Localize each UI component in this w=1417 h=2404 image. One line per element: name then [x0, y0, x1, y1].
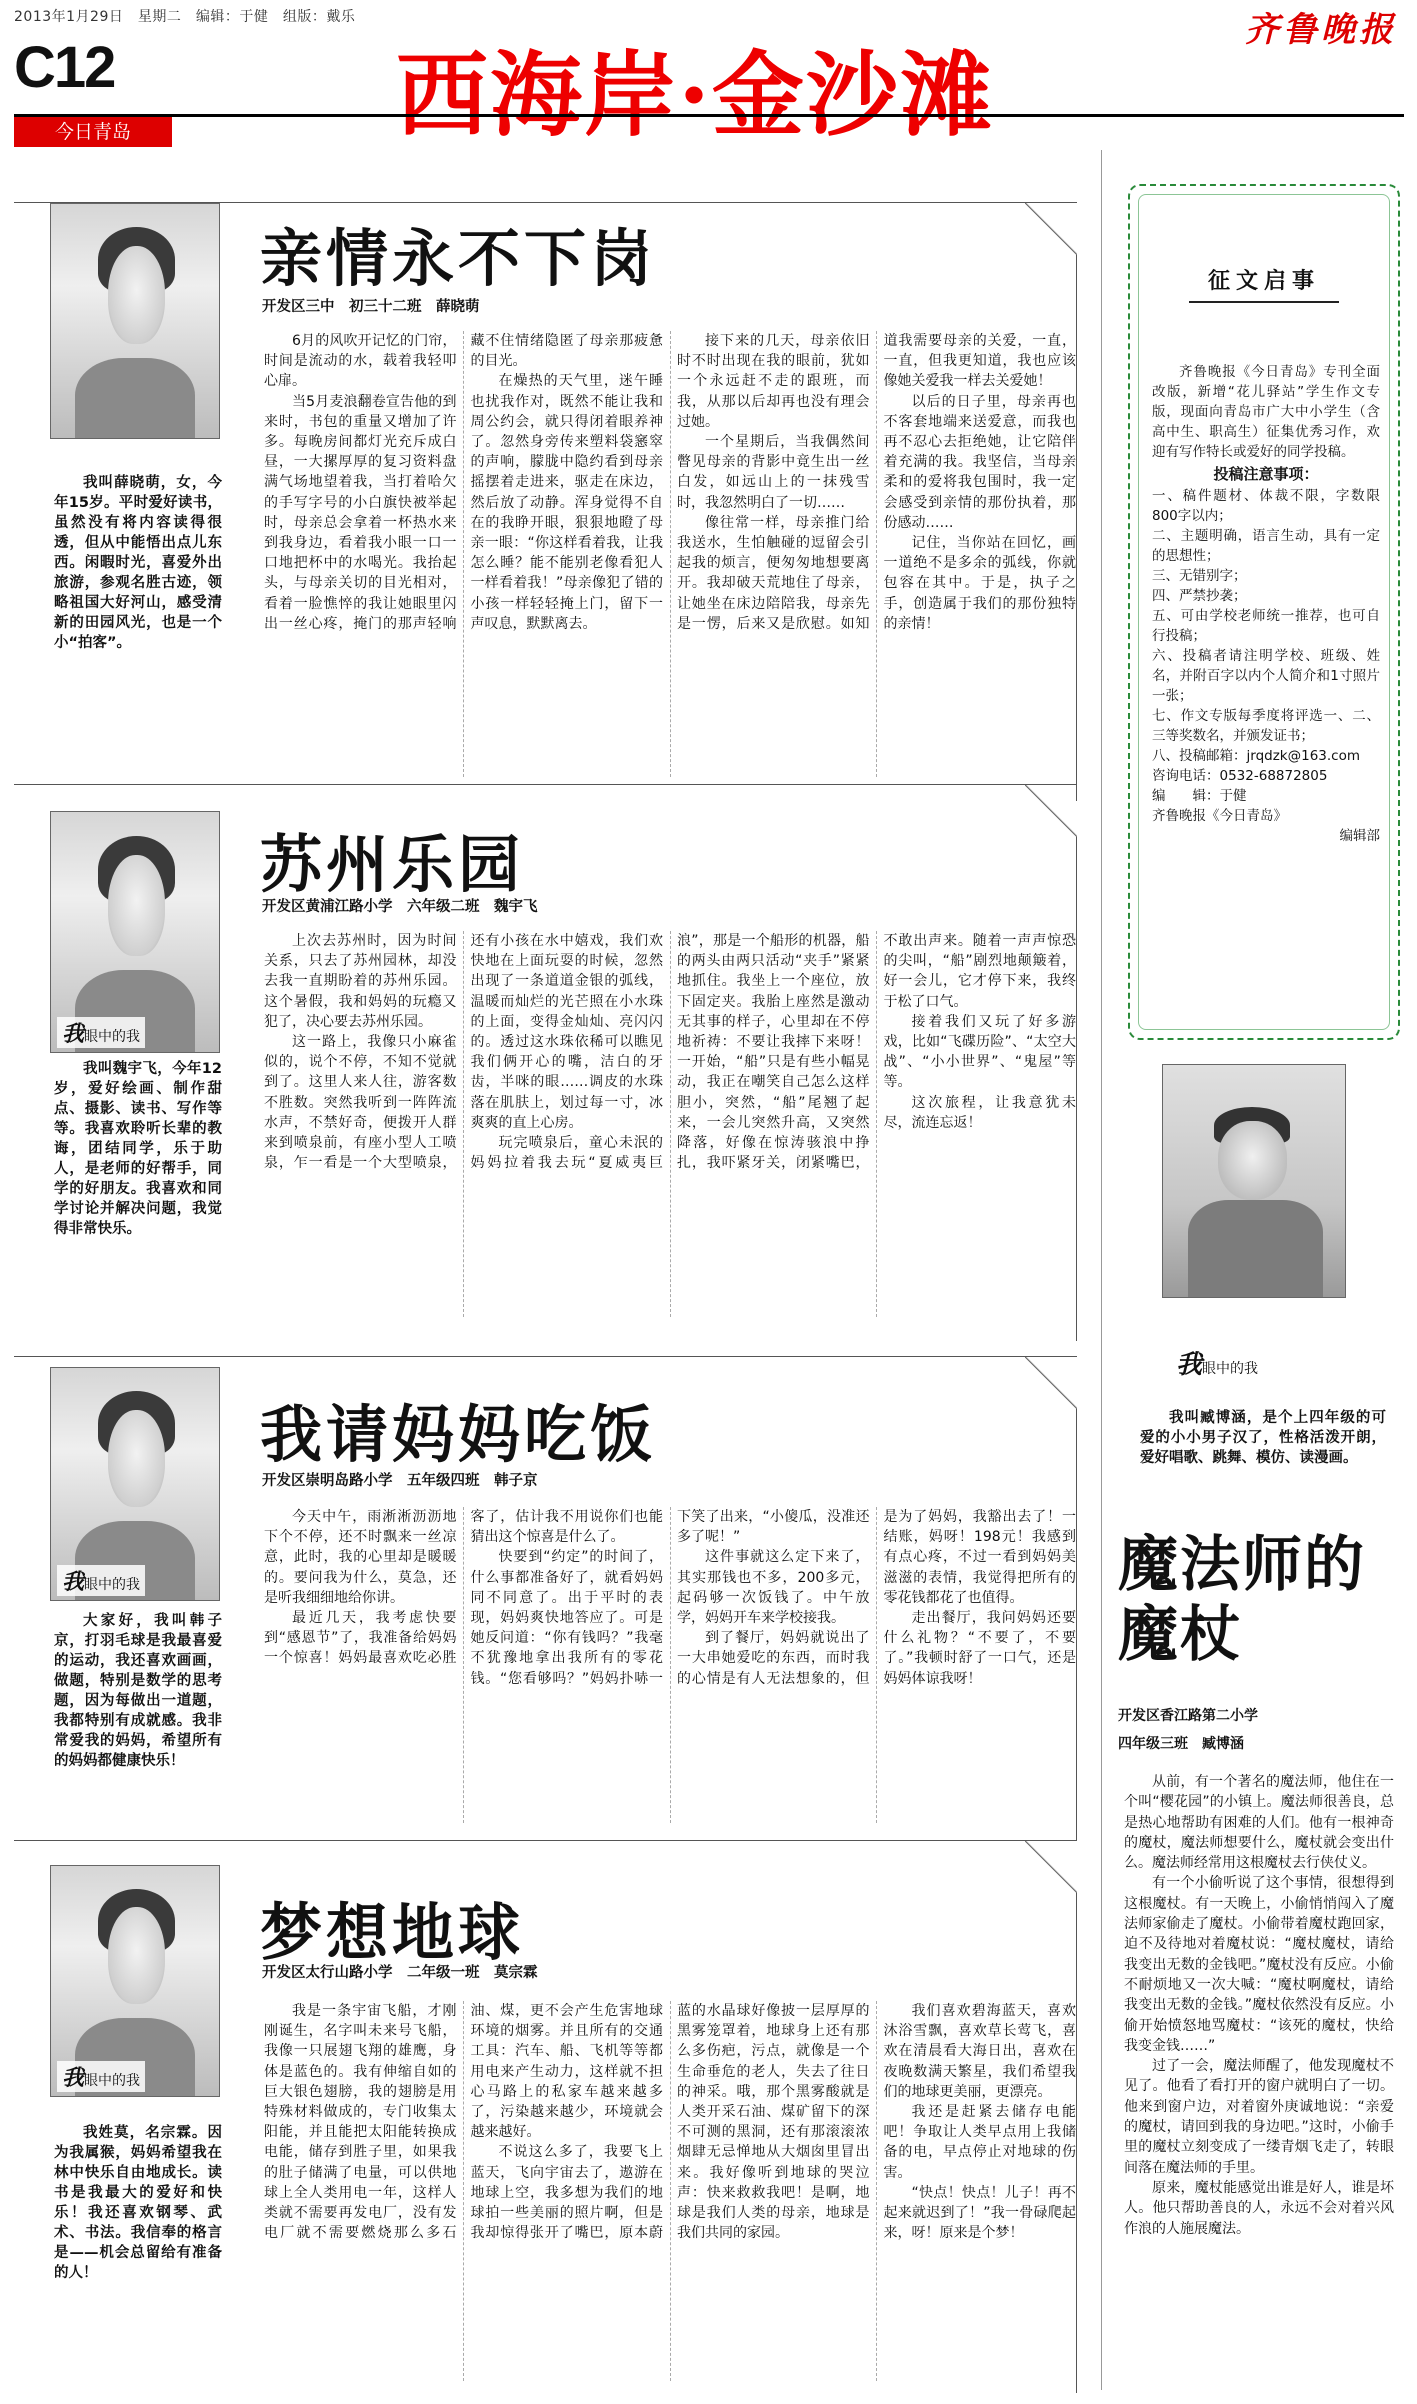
notice-body [1152, 362, 1380, 846]
article-body [264, 2001, 1076, 2381]
article-body [264, 1507, 1076, 1823]
notice-rule: 四、严禁抄袭； [1152, 588, 1247, 604]
notice-rule: 一、稿件题材、体裁不限，字数限800字以内； [1152, 488, 1380, 524]
article-paragraph: “快点！快点！儿子！再不起来就迟到了！”我一骨碌爬起来，呀！原来是个梦！ [883, 2184, 1076, 2242]
section-bar [14, 114, 1404, 147]
article-paragraph: 以后的日子里，母亲再也不客套地端来送爱意，而我也再不忍心去拒绝她，让它陪伴着充满的我。我坚信，当母亲柔和的爱将我包围时，我一定会感受到亲情的那份执着，那份感动…… [883, 393, 1076, 531]
notice-sign: 齐鲁晚报《今日青岛》 [1152, 808, 1287, 824]
article-paragraph: 这件事就这么定下来了，其实那钱也不多，200多元，起码够一次饭钱了。中午放学，妈妈开车来学校接我。 [677, 1549, 870, 1627]
column-divider [1101, 150, 1102, 2390]
article-paragraph: 过了一会，魔法师醒了，他发现魔杖不见了。他看了看打开的窗户就明白了一切。他来到窗户边，对着窗外庚诚地说：“亲爱的魔杖，请回到我的身边吧。”这时，小偷手里的魔杖立刻变成了一缕青烟飞走了，转眼间落在魔法师的手里。 [1124, 2058, 1394, 2176]
article-paragraph: 到了餐厅，妈妈就说出了一大串她爱吃的东西，而时我的心情是有人无法想象的，但是为了妈妈，我豁出去了！一结账，妈呀！198元！我感到有点心疼，不过一看到妈妈美滋滋的表情，我觉得把所有的零花钱都花了也值得。 [677, 1509, 1076, 1687]
article-paragraph: 我们喜欢碧海蓝天，喜欢沐浴雪飘，喜欢草长莺飞，喜欢在清晨看大海日出，喜欢在夜晚数满天繁星，我们希望我们的地球更美丽，更漂亮。 [883, 2003, 1076, 2100]
article-title: 苏州乐园 [260, 828, 525, 901]
article-paragraph: 一个星期后，当我偶然间瞥见母亲的背影中竟生出一丝白发，如远山上的一抹残雪时，我忽然明白了一切…… [677, 434, 870, 511]
notice-lead: 齐鲁晚报《今日青岛》专刊全面改版，新增“花儿驿站”学生作文专版，现面向青岛市广大中小学生（含高中生、职高生）征集优秀习作，欢迎有写作特长或爱好的同学投稿。 [1152, 364, 1380, 460]
article-4 [14, 1840, 1077, 2393]
notice-rule: 七、作文专版每季度将评选一、二、三等奖数名，并颁发证书； [1152, 708, 1380, 744]
page-masthead: 西海岸·金沙滩 [396, 41, 995, 149]
page-number: C12 [14, 35, 115, 100]
article-body [264, 331, 1076, 777]
author-photo [50, 1865, 220, 2097]
author-bio: 我姓莫，名宗霖。因为我属猴，妈妈希望我在林中快乐自由地成长。读书是我最大的爱好和快乐！我还喜欢钢琴、武术、书法。我信奉的格言是——机会总留给有准备的人！ [54, 2125, 222, 2281]
notice-rules-title: 投稿注意事项： [1213, 465, 1319, 483]
article-paragraph: 接着我们又玩了好多游戏，比如“飞碟历险”、“太空大战”、“小小世界”、“鬼屋”等等。 [883, 1013, 1076, 1091]
article-paragraph: 快要到“约定”的时间了，什么事都准备好了，就看妈妈同不同意了。出于平时的表现，妈妈爽快地答应了。可是她反问道：“你有钱吗？”我毫不犹豫地拿出我所有的零花钱。“您看够吗？”妈妈扑哧一下笑了出来，“小傻瓜，没准还多了呢！” [470, 1509, 870, 1687]
article-paragraph: 走出餐厅，我问妈妈还要什么礼物？“不要了，不要了。”我顿时舒了一口气，还是妈妈体谅我呀！ [883, 1610, 1076, 1687]
article-body [264, 931, 1076, 1317]
article-paragraph: 6月的风吹开记忆的门帘，时间是流动的水，载着我轻叩心扉。 [264, 333, 457, 390]
article-paragraph: 记住，当你站在回忆，画一道绝不是多余的弧线，你就包容在其中。于是，执子之手，创造属于我们的那份独特的亲情！ [883, 535, 1076, 632]
photo-caption: 我眼中的我 [1176, 1350, 1259, 1380]
notice-rule: 五、可由学校老师统一推荐，也可自行投稿； [1152, 608, 1380, 644]
newspaper-brand-logo: 齐鲁晚报 [1245, 10, 1397, 50]
article-paragraph: 有一个小偷听说了这个事情，很想得到这根魔杖。有一天晚上，小偷悄悄闯入了魔法师家偷走了魔杖。小偷带着魔杖跑回家，迫不及待地对着魔杖说：“魔杖魔杖，请给我变出无数的金钱吧。”魔杖没有反应。小偷不耐烦地又一次大喊：“魔杖啊魔杖，请给我变出无数的金钱。”魔杖依然没有反应。小偷开始愤怒地骂魔杖：“该死的魔杖，快给我变金钱……” [1124, 1875, 1394, 2054]
article-paragraph: 当5月麦浪翻卷宣告他的到来时，书包的重量又增加了许多。每晚房间都灯光充斥成白昼，一大摞厚厚的复习资料盘满气场地望着我，当打着哈欠的手写字号的小白旗快被举起时，母亲总会拿着一杯热水来到我身边，看着我小眼一口一口地把杯中的水喝光。我抬起头，与母亲关切的目光相对，看着一脸憔悴的我让她眼里闪出一丝心疼，掩门的那声轻响藏不住情绪隐匿了母亲那疲惫的目光。 [264, 333, 663, 632]
article-byline: 开发区黄浦江路小学 六年级二班 魏宇飞 [262, 899, 538, 915]
article-title: 梦想地球 [260, 1896, 525, 1969]
notice-editor: 编 辑：于健 [1152, 788, 1247, 804]
article-title: 亲情永不下岗 [260, 222, 657, 295]
author-photo [1162, 1064, 1346, 1298]
article-1 [14, 202, 1077, 801]
article-paragraph: 从前，有一个著名的魔法师，他住在一个叫“樱花园”的小镇上。魔法师很善良，总是热心地帮助有困难的人们。他有一根神奇的魔杖，魔法师想要什么，魔杖就会变出什么。魔法师经常用这根魔杖去行侠仗义。 [1124, 1774, 1394, 1872]
article-paragraph: 我是一条宇宙飞船，才刚刚诞生，名字叫未来号飞船，我像一只展翅飞翔的雄鹰，身体是蓝色的。我有伸缩自如的巨大银色翅膀，我的翅膀是用特殊材料做成的，专门收集太阳能，并且能把太阳能转换成电能，储存到胜子里，如果我的肚子储满了电量，可以供地球上全人类用电一年，这样人类就不需要再发电厂，没有发电厂就不需要燃烧那么多石油、煤，更不会产生危害地球环境的烟雾。并且所有的交通工具：汽车、船、飞机等等都用电来产生动力，这样就不担心马路上的私家车越来越多了，污染越来越少，环境就会越来越好。 [264, 2003, 663, 2242]
notice-sign-dept: 编辑部 [1339, 828, 1380, 844]
notice-rule: 三、无错别字； [1152, 568, 1247, 584]
article-paragraph: 原来，魔杖能感觉出谁是好人，谁是坏人。他只帮助善良的人，永远不会对着兴风作浪的人施展魔法。 [1124, 2179, 1394, 2237]
article-paragraph: 不说这么多了，我要飞上蓝天，飞向宇宙去了，遨游在地球上空，我多想为我们的地球拍一些美丽的照片啊，但是我却惊得张开了嘴巴，原本蔚蓝的水晶球好像披一层厚厚的黑雾笼罩着，地球身上还有那么多伤疤，污点，就像是一个生命垂危的老人，失去了往日的神采。哦，那个黑雾酸就是人类开采石油、煤矿留下的深不可测的黑洞，还有那滚滚浓烟肆无忌惮地从大烟囱里冒出来。我好像听到地球的哭泣声：快来救救我吧！是啊，地球是我们人类的母亲，地球是我们共同的家园。 [470, 2003, 870, 2242]
notice-rule: 六、投稿者请注明学校、班级、姓名，并附百字以内个人简介和1寸照片一张； [1152, 648, 1380, 704]
author-photo [50, 203, 220, 439]
photo-caption: 我眼中的我 [57, 2061, 145, 2092]
article-title: 魔法师的魔杖 [1118, 1530, 1366, 1670]
section-tag: 今日青岛 [14, 117, 172, 147]
author-bio: 大家好，我叫韩子京，打羽毛球是我最喜爱的运动，我还喜欢画画，做题，特别是数学的思考题，因为每做出一道题，我都特别有成就感。我非常爱我的妈妈，希望所有的妈妈都健康快乐！ [54, 1613, 222, 1769]
author-photo [50, 1367, 220, 1601]
photo-caption: 我眼中的我 [57, 1017, 145, 1048]
notice-rule: 二、主题明确，语言生动，具有一定的思想性； [1152, 528, 1380, 564]
author-bio: 我叫魏宇飞，今年12岁，爱好绘画、制作甜点、摄影、读书、写作等等。我喜欢聆听长辈的教诲，团结同学，乐于助人，是老师的好帮手，同学的好朋友。我喜欢和同学讨论并解决问题，我觉得非常快乐。 [54, 1061, 222, 1237]
notice-title: 征文启事 [1128, 264, 1400, 303]
article-paragraph: 玩完喷泉后，童心未泯的妈妈拉着我去玩“夏威夷巨浪”，那是一个船形的机器，船的两头由两只活动“夹手”紧紧地抓住。我坐上一个座位，放下固定夹。我胎上座然是激动无其事的样子，心里却在不停地祈祷：不要让我摔下来呀！一开始，“船”只是有些小幅晃动，我正在嘲笑自己怎么这样胆小，突然，“船”尾翘了起来，一会儿突然升高，又突然降落，好像在惊涛骇浪中挣扎，我吓紧牙关，闭紧嘴巴，不敢出声来。随着一声声惊恐的尖叫，“船”剧烈地颠簸着，好一会儿，它才停下来，我终于松了口气。 [470, 933, 1076, 1172]
article-paragraph: 接下来的几天，母亲依旧时不时出现在我的眼前，犹如一个永远赶不走的跟班，而我，从那以后却再也没有理会过她。 [677, 333, 870, 430]
photo-caption: 我眼中的我 [57, 1565, 145, 1596]
article-paragraph: 在燥热的天气里，迷午睡也扰我作对，既然不能让我和周公约会，就只得闭着眼养神了。忽然身旁传来塑料袋窸窣的声响，朦胧中隐约看到母亲摇摆着走进来，驱走在床边，然后放了动静。浑身觉得不自在的我睁开眼，狠狠地瞪了母亲一眼：“你这样看着我，让我怎么睡？能不能别老像看犯人一样看着我！”母亲像犯了错的小孩一样轻轻掩上门，留下一声叹息，默默离去。 [470, 373, 663, 632]
issue-meta: 2013年1月29日 星期二 编辑：于健 组版：戴乐 [14, 9, 356, 25]
article-byline: 开发区太行山路小学 二年级一班 莫宗霖 [262, 1965, 538, 1981]
article-byline: 开发区崇明岛路小学 五年级四班 韩子京 [262, 1473, 538, 1489]
article-2 [14, 784, 1077, 1341]
article-body [1124, 1772, 1394, 2239]
notice-email: 八、投稿邮箱：jrqdzk@163.com [1152, 748, 1360, 764]
author-bio: 我叫薛晓萌，女，今年15岁。平时爱好读书，虽然没有将内容读得很透，但从中能悟出点儿东西。闲暇时光，喜爱外出旅游，参观名胜古迹，领略祖国大好河山，感受清新的田园风光，也是一个小“拍客”。 [54, 475, 222, 651]
notice-phone: 咨询电话：0532-68872805 [1152, 768, 1328, 784]
author-photo [50, 811, 220, 1053]
article-paragraph: 像往常一样，母亲推门给我送水，生怕触碰的逗留会引起我的烦言，便匆匆地想要离开。我却破天荒地住了母亲，让她坐在床边陪陪我，母亲先是一愣，后来又是欣慰。如知道我需要母亲的关爱，一直，一直，但我更知道，我也应该像她关爱我一样去关爱她！ [677, 333, 1076, 632]
article-3 [14, 1356, 1077, 1841]
article-title: 我请妈妈吃饭 [260, 1398, 657, 1471]
article-paragraph: 我还是赶紧去储存电能吧！争取让人类早点用上我储备的电，早点停止对地球的伤害。 [883, 2104, 1076, 2181]
author-bio: 我叫臧博涵，是个上四年级的可爱的小小男子汉了，性格活泼开朗，爱好唱歌、跳舞、模仿、读漫画。 [1140, 1410, 1386, 1466]
article-paragraph: 这次旅程，让我意犹未尽，流连忘返！ [883, 1094, 1076, 1131]
article-paragraph: 最近几天，我考虑快要到“感恩节”了，我准备给妈妈一个惊喜！妈妈最喜欢吃必胜客了，估计我不用说你们也能猜出这个惊喜是什么了。 [264, 1509, 663, 1667]
article-paragraph: 这一路上，我像只小麻雀似的，说个不停，不知不觉就到了。这里人来人往，游客数不胜数。突然我听到一阵阵流水声，不禁好奇，便拨开人群来到喷泉前，有座小型人工喷泉，乍一看是一个大型喷泉，还有小孩在水中嬉戏，我们欢快地在上面玩耍的时候，忽然出现了一条道道金银的弧线，温暖而灿烂的光芒照在小水珠的上面，变得金灿灿、亮闪闪的。透过这水珠依稀可以瞧见我们俩开心的嘴，洁白的牙齿，半咪的眼……调皮的水珠落在肌肤上，划过每一寸，冰爽爽的直上心房。 [264, 933, 663, 1172]
article-byline: 开发区香江路第二小学 四年级三班 臧博涵 [1118, 1708, 1258, 1752]
article-paragraph: 今天中午，雨淅淅沥沥地下个不停，还不时飘来一丝凉意，此时，我的心里却是暖暖的。要问我为什么，莫急，还是听我细细地给你讲。 [264, 1509, 457, 1606]
article-paragraph: 上次去苏州时，因为时间关系，只去了苏州园林，却没去我一直期盼着的苏州乐园。这个暑假，我和妈妈的玩瘾又犯了，决心要去苏州乐园。 [264, 933, 457, 1030]
article-byline: 开发区三中 初三十二班 薛晓萌 [262, 299, 480, 315]
